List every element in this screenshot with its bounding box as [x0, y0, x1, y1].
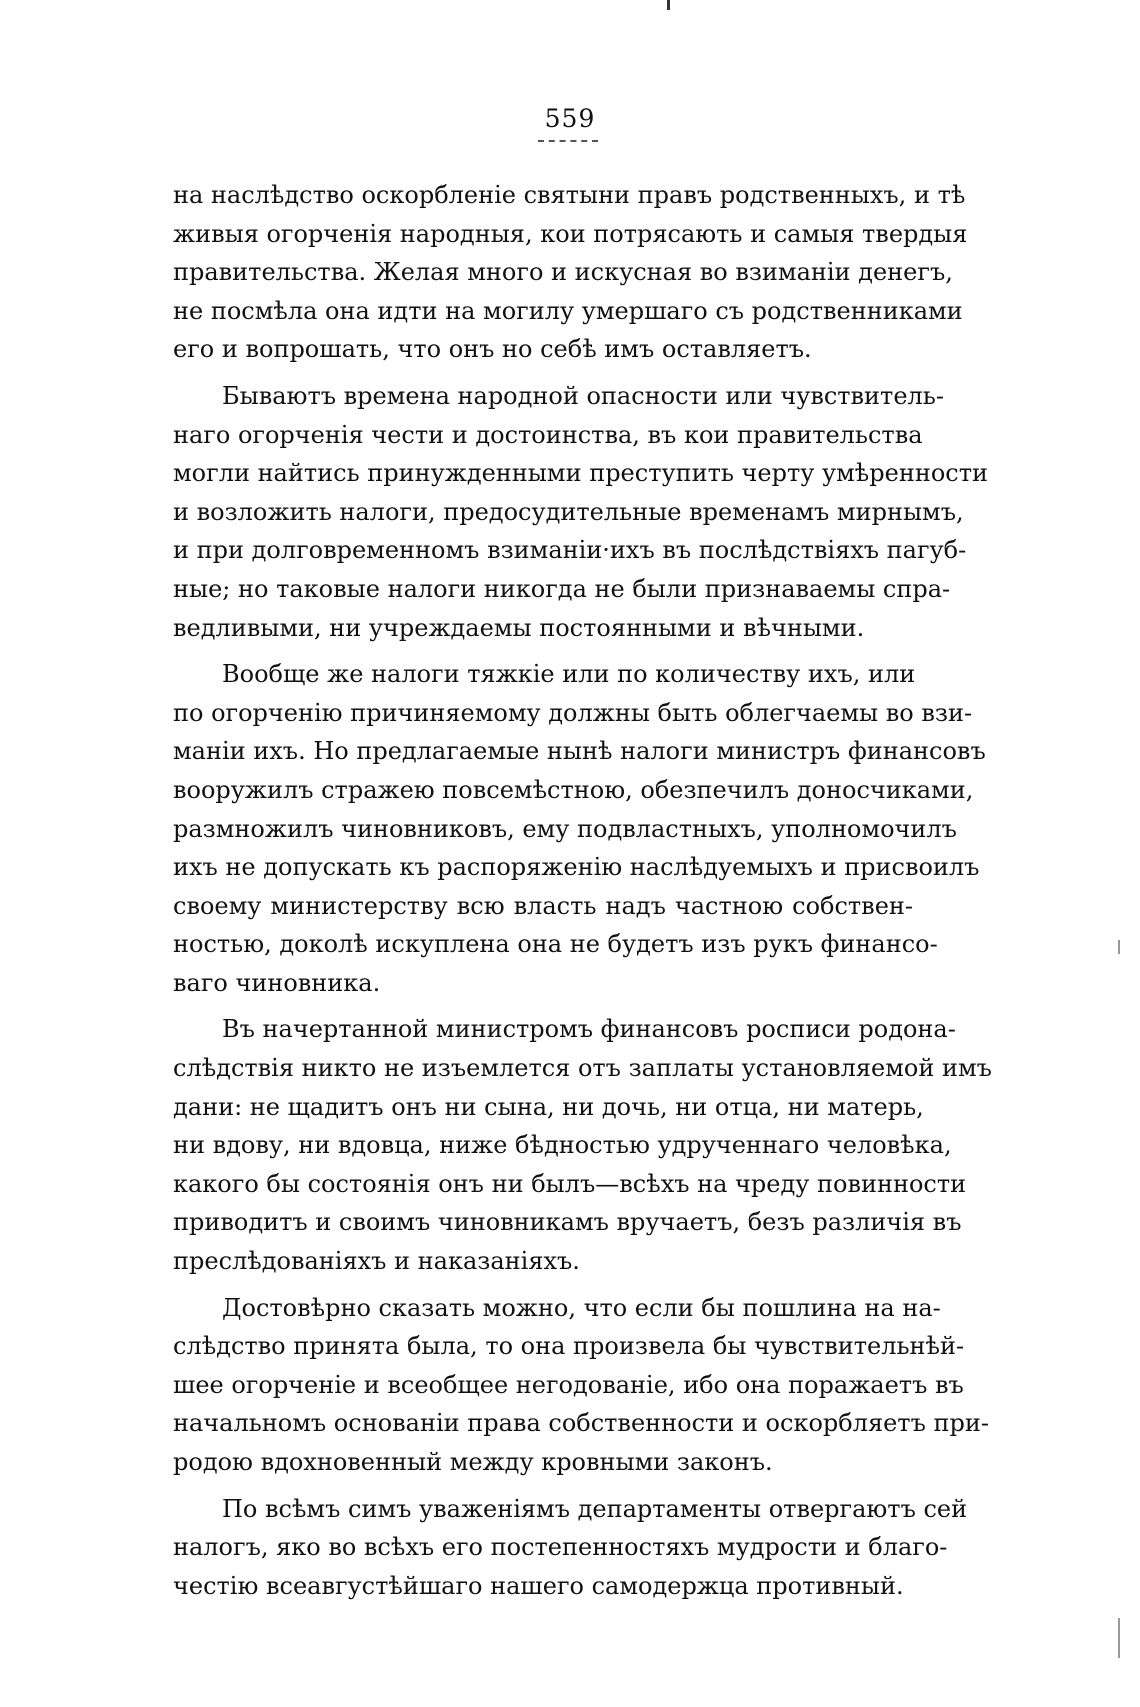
paragraph — [173, 1010, 992, 1280]
text-line: живыя огорченія народныя, кои потрясають и самыя твердыя — [173, 219, 968, 248]
text-line: ни вдову, ни вдовца, ниже бѣдностью удрученнаго человѣка, — [173, 1131, 952, 1160]
text-line: ностью, доколѣ искуплена она не будетъ изъ рукъ финансо- — [173, 930, 938, 959]
text-line: начальномъ основаніи права собственности и оскорбляетъ при- — [173, 1409, 989, 1438]
text-line: Бываютъ времена народной опасности или чувствитель- — [222, 381, 944, 410]
text-line: какого бы состоянія онъ ни былъ—всѣхъ на чреду повинности — [173, 1169, 967, 1198]
text-line: По всѣмъ симъ уваженіямъ департаменты отвергаютъ сей — [222, 1494, 968, 1523]
text-line: наго огорченія чести и достоинства, въ кои правительства — [173, 420, 923, 449]
text-line: шее огорченіе и всеобщее негодованіе, ибо она поражаетъ въ — [173, 1370, 964, 1399]
text-line: ваго чиновника. — [173, 968, 381, 997]
text-line: Достовѣрно сказать можно, что если бы пошлина на на- — [222, 1293, 941, 1322]
text-line: честію всеавгустѣйшаго нашего самодержца противный. — [173, 1571, 904, 1600]
text-line: маніи ихъ. Но предлагаемые нынѣ налоги министръ финансовъ — [173, 737, 986, 766]
paragraph-gap — [173, 1482, 913, 1490]
text-line: Вообще же налоги тяжкіе или по количеству ихъ, или — [222, 660, 916, 689]
text-line: дани: не щадитъ онъ ни сына, ни дочь, ни отца, ни матерь, — [173, 1092, 924, 1121]
text-line: родою вдохновенный между кровными законъ. — [173, 1448, 773, 1476]
text-line: не посмѣла она идти на могилу умершаго съ родственниками — [173, 296, 963, 325]
text-line: ихъ не допускать къ распоряженію наслѣдуемыхъ и присвоилъ — [173, 853, 980, 882]
text-line: налогъ, яко во всѣхъ его постепенностяхъ мудрости и благо- — [173, 1533, 948, 1562]
text-line: ведливыми, ни учреждаемы постоянными и вѣчными. — [173, 613, 865, 642]
paragraph-gap — [173, 647, 913, 655]
margin-mark — [1118, 1618, 1120, 1658]
text-line: его и вопрошать, что онъ но себѣ имъ оставляетъ. — [173, 335, 812, 364]
text-line: слѣдствія никто не изъемлется отъ заплаты установляемой имъ — [173, 1054, 992, 1083]
paragraph — [173, 1289, 989, 1482]
text-line: и возложить налоги, предосудительные временамъ мирнымъ, — [173, 497, 964, 526]
paragraph-gap — [173, 1281, 913, 1289]
text-line: правительства. Желая много и искусная во взиманіи денегъ, — [173, 258, 953, 287]
page-number-underline — [538, 140, 598, 142]
scan-mark — [667, 0, 670, 10]
paragraph — [173, 377, 989, 647]
text-line: на наслѣдство оскорбленіе святыни правъ родственныхъ, и тѣ — [173, 181, 966, 209]
body-text — [173, 176, 992, 1605]
text-line: могли найтись принужденными преступить черту умѣренности — [173, 459, 989, 488]
text-line: по огорченію причиняемому должны быть облегчаемы во взи- — [173, 698, 973, 727]
paragraph-gap — [173, 369, 913, 377]
text-line: Въ начертанной министромъ финансовъ росписи родона- — [222, 1015, 956, 1044]
text-line: размножилъ чиновниковъ, ему подвластныхъ, уполномочилъ — [173, 814, 957, 843]
text-line: вооружилъ стражею повсемѣстною, обезпечилъ доносчиками, — [173, 775, 974, 804]
paragraph-gap — [173, 1002, 913, 1010]
text-line: и при долговременномъ взиманіи·ихъ въ послѣдствіяхъ пагуб- — [173, 536, 967, 565]
text-line: ные; но таковые налоги никогда не были признаваемы спра- — [173, 574, 951, 603]
paragraph — [173, 1490, 968, 1606]
text-line: преслѣдованіяхъ и наказаніяхъ. — [173, 1247, 580, 1276]
paragraph — [173, 655, 986, 1002]
text-line: слѣдство принята была, то она произвела бы чувствительнѣй- — [173, 1332, 965, 1361]
margin-mark — [1118, 940, 1120, 954]
page-number: 559 — [544, 104, 596, 133]
text-line: приводитъ и своимъ чиновникамъ вручаетъ, безъ различія въ — [173, 1208, 962, 1237]
text-line: своему министерству всю власть надъ частною собствен- — [173, 891, 913, 920]
paragraph — [173, 176, 968, 369]
